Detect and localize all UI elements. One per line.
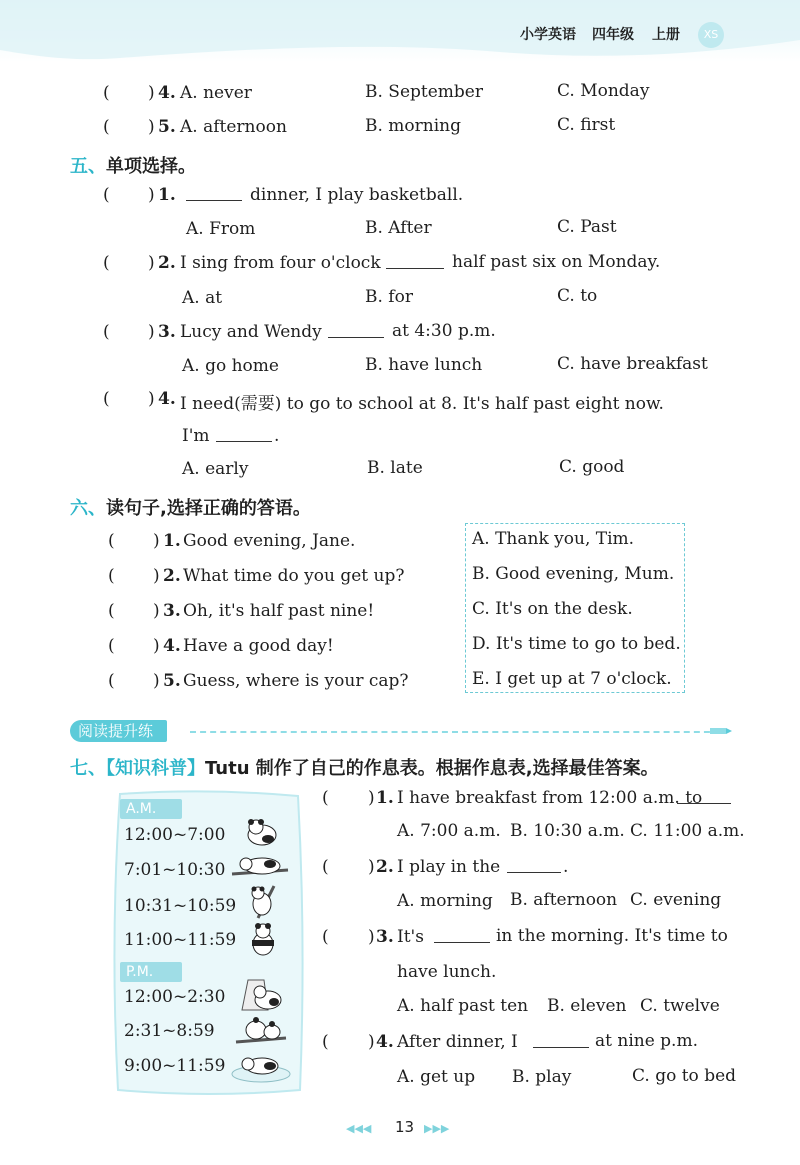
question-text: I have breakfast from 12:00 a.m. to (397, 788, 703, 808)
option-b: B. have lunch (365, 355, 483, 375)
paren-close: ) (368, 927, 375, 947)
paren-open: ( (108, 566, 115, 586)
reading-banner: 阅读提升练 (70, 720, 167, 742)
option-b: B. afternoon (510, 890, 618, 910)
header-subject: 小学英语 (520, 27, 576, 43)
pencil-icon (710, 723, 732, 739)
paren-close: ) (148, 185, 155, 205)
question-number: 2. (163, 566, 181, 586)
schedule-time: 12:00~7:00 (124, 825, 226, 845)
sec6-title: 读句子,选择正确的答语。 (106, 498, 311, 519)
paren-close: ) (153, 671, 160, 691)
question-text: Good evening, Jane. (183, 531, 356, 551)
answer-blank[interactable] (434, 928, 490, 943)
header-grade: 四年级 (592, 27, 634, 43)
option-b: B. late (367, 458, 423, 478)
option-c: C. Past (557, 217, 617, 237)
answer-blank[interactable] (328, 323, 384, 338)
paren-close: ) (148, 117, 155, 137)
option-a: A. half past ten (397, 996, 529, 1016)
schedule-time: 2:31~8:59 (124, 1021, 215, 1041)
schedule-time: 10:31~10:59 (124, 896, 237, 916)
question-text: I play in the (397, 857, 501, 877)
question-number: 2. (376, 857, 394, 877)
panda-lying-icon (230, 852, 290, 882)
sec6-number: 六、 (70, 498, 106, 519)
option-a: A. at (182, 288, 223, 308)
header-wave (0, 0, 800, 70)
answer-blank[interactable] (216, 427, 272, 442)
banner-divider (190, 731, 720, 733)
option-a: A. early (182, 459, 249, 479)
question-number: 3. (158, 322, 176, 342)
schedule-time: 7:01~10:30 (124, 860, 226, 880)
answer-option: B. Good evening, Mum. (472, 564, 675, 584)
question-text: Have a good day! (183, 636, 334, 656)
paren-open: ( (322, 857, 329, 877)
sec7-title: Tutu 制作了自己的作息表。根据作息表,选择最佳答案。 (205, 758, 659, 779)
paren-close: ) (153, 601, 160, 621)
paren-close: ) (368, 857, 375, 877)
paren-open: ( (322, 927, 329, 947)
panda-playing-icon (234, 1012, 288, 1048)
option-a: A. never (180, 83, 252, 103)
option-c: C. to (557, 286, 598, 306)
question-text-post: in the morning. It's time to (496, 926, 728, 946)
option-c: C. 11:00 a.m. (630, 821, 745, 841)
question-text-post: at 4:30 p.m. (392, 321, 496, 341)
question-end: . (274, 426, 280, 446)
option-c: C. have breakfast (557, 354, 708, 374)
footer-right-arrows: ▶▶▶ (424, 1122, 450, 1135)
paren-open: ( (103, 389, 110, 409)
paren-open: ( (108, 531, 115, 551)
question-number: 4. (163, 636, 181, 656)
sec7-tag: 【知识科普】 (106, 758, 205, 779)
question-end: . (563, 857, 569, 877)
question-text-post: half past six on Monday. (452, 252, 661, 272)
option-a: A. morning (397, 891, 493, 911)
question-text-line2: I'm (182, 426, 210, 446)
answer-blank[interactable] (186, 186, 242, 201)
option-a: A. 7:00 a.m. (397, 821, 501, 841)
question-number: 4. (158, 389, 176, 409)
panda-resting-icon (238, 976, 286, 1012)
question-text: What time do you get up? (183, 566, 405, 586)
paren-open: ( (108, 636, 115, 656)
question-text: Guess, where is your cap? (183, 671, 409, 691)
answer-blank[interactable] (386, 254, 444, 269)
option-b: B. eleven (547, 996, 627, 1016)
sec7-heading (70, 754, 659, 780)
page-number: 13 (395, 1118, 415, 1136)
question-text: I need(需要) to go to school at 8. It's half past eight now. (180, 394, 664, 414)
option-c: C. Monday (557, 81, 650, 101)
paren-open: ( (103, 253, 110, 273)
schedule-time: 12:00~2:30 (124, 987, 226, 1007)
option-c: C. good (559, 457, 625, 477)
question-text-post: at nine p.m. (595, 1031, 698, 1051)
question-text: Oh, it's half past nine! (183, 601, 375, 621)
question-number: 1. (158, 185, 176, 205)
schedule-time: 11:00~11:59 (124, 930, 237, 950)
header-badge: XS (698, 22, 724, 48)
paren-close: ) (148, 322, 155, 342)
question-number: 3. (163, 601, 181, 621)
answer-option: C. It's on the desk. (472, 599, 633, 619)
question-number: 2. (158, 253, 176, 273)
paren-open: ( (108, 601, 115, 621)
option-c: C. twelve (640, 996, 720, 1016)
paren-close: ) (153, 566, 160, 586)
answer-blank[interactable] (507, 858, 561, 873)
option-a: A. afternoon (180, 117, 287, 137)
option-c: C. go to bed (632, 1066, 737, 1086)
option-a: A. go home (182, 356, 279, 376)
sec5-heading (70, 152, 196, 178)
option-a: A. From (186, 219, 256, 239)
paren-open: ( (103, 83, 110, 103)
panda-eating-icon (242, 815, 282, 847)
panda-sleeping-icon (230, 1050, 292, 1084)
option-c: C. first (557, 115, 616, 135)
question-number: 4. (376, 1032, 394, 1052)
am-label: A.M. (120, 799, 182, 819)
answer-option: A. Thank you, Tim. (472, 529, 635, 549)
paren-close: ) (368, 788, 375, 808)
answer-blank[interactable] (677, 789, 731, 804)
pm-label: P.M. (120, 962, 182, 982)
paren-open: ( (103, 322, 110, 342)
question-number: 1. (376, 788, 394, 808)
question-text: I sing from four o'clock (180, 253, 381, 273)
footer-left-arrows: ◀◀◀ (346, 1122, 372, 1135)
answer-blank[interactable] (533, 1033, 589, 1048)
paren-close: ) (148, 83, 155, 103)
question-text-line2: have lunch. (397, 962, 497, 982)
question-number: 3. (376, 927, 394, 947)
question-text: It's (397, 927, 424, 947)
question-text: After dinner, I (397, 1032, 518, 1052)
option-b: B. 10:30 a.m. (510, 821, 625, 841)
paren-close: ) (153, 636, 160, 656)
paren-open: ( (322, 1032, 329, 1052)
question-number: 4. (158, 83, 176, 103)
answer-option: D. It's time to go to bed. (472, 634, 681, 654)
question-number: 5. (158, 117, 176, 137)
paren-open: ( (322, 788, 329, 808)
sec5-number: 五、 (70, 156, 106, 177)
schedule-time: 9:00~11:59 (124, 1056, 226, 1076)
sec7-number: 七、 (70, 758, 106, 779)
paren-open: ( (103, 185, 110, 205)
question-text: Lucy and Wendy (180, 322, 322, 342)
panda-standing-icon (246, 920, 280, 956)
paren-open: ( (108, 671, 115, 691)
question-text: dinner, I play basketball. (250, 185, 464, 205)
paren-close: ) (148, 253, 155, 273)
paren-close: ) (148, 389, 155, 409)
paren-open: ( (103, 117, 110, 137)
question-number: 1. (163, 531, 181, 551)
paren-close: ) (153, 531, 160, 551)
paren-close: ) (368, 1032, 375, 1052)
option-b: B. for (365, 287, 413, 307)
question-number: 5. (163, 671, 181, 691)
option-b: B. September (365, 82, 483, 102)
answer-option: E. I get up at 7 o'clock. (472, 669, 672, 689)
option-b: B. morning (365, 116, 461, 136)
sec5-title: 单项选择。 (106, 156, 196, 177)
option-c: C. evening (630, 890, 722, 910)
header-volume: 上册 (652, 27, 680, 43)
option-a: A. get up (397, 1067, 476, 1087)
option-b: B. After (365, 218, 432, 238)
sec6-heading (70, 494, 311, 520)
panda-climbing-icon (244, 884, 280, 920)
option-b: B. play (512, 1067, 572, 1087)
